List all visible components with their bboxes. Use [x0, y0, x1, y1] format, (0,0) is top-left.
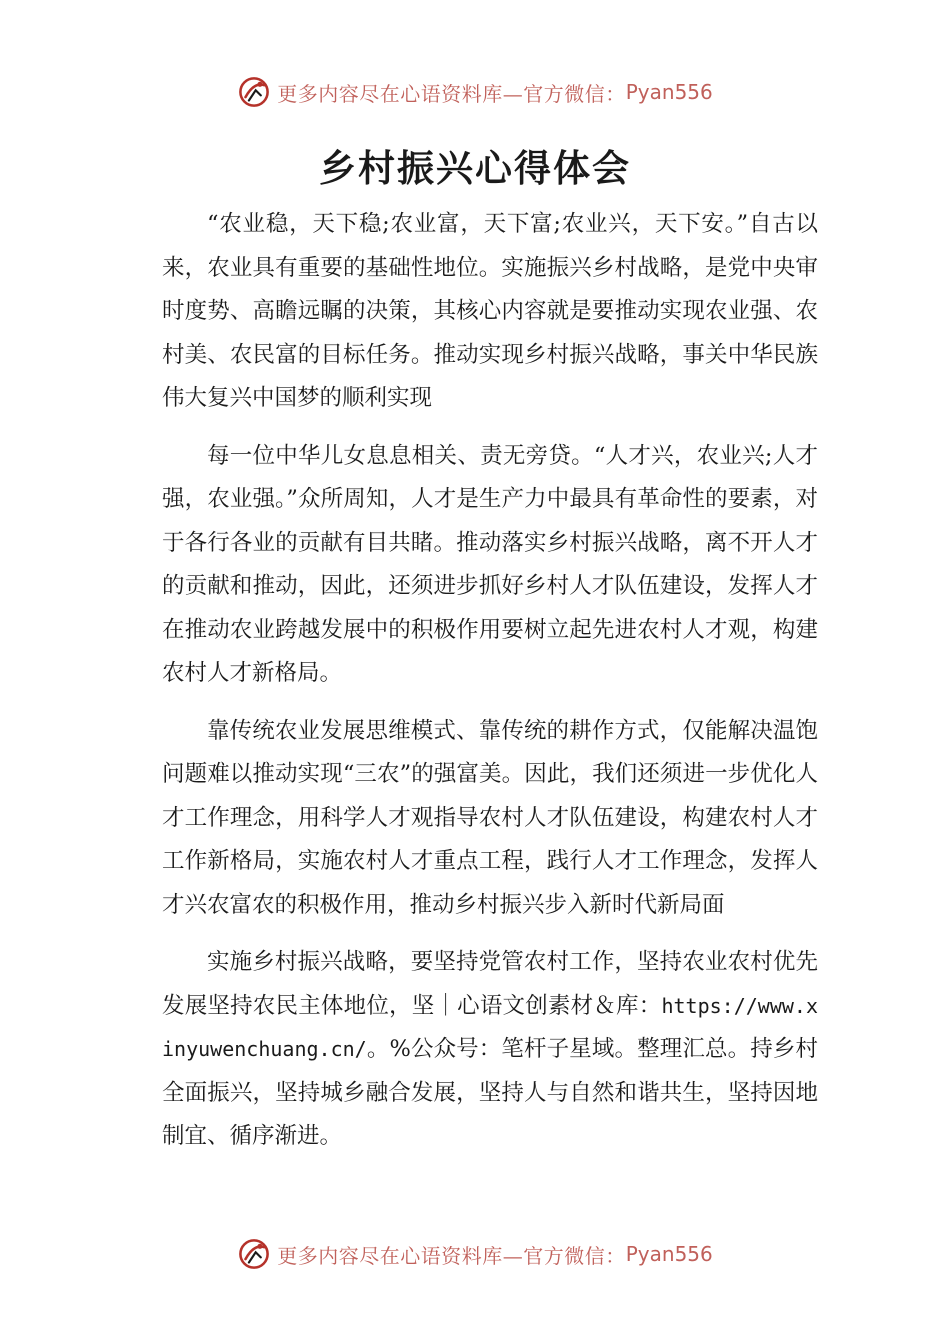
banner-text: 更多内容尽在心语资料库—官方微信：: [277, 81, 626, 106]
banner-text: 更多内容尽在心语资料库—官方微信：: [277, 1243, 626, 1268]
banner-wechat-id: Pyan556: [625, 1242, 713, 1266]
paragraph-1: “农业稳，天下稳;农业富，天下富;农业兴，天下安。”自古以来，农业具有重要的基础性地位。实施振兴乡村战略，是党中央审时度势、高瞻远瞩的决策，其核心内容就是要推动实现农业强、农村美、农民富的目标任务。推动实现乡村振兴战略，事关中华民族伟大复兴中国梦的顺利实现: [162, 211, 818, 411]
xinyu-logo-icon: [237, 75, 271, 109]
paragraph-4: [162, 941, 818, 1159]
paragraph-4-part2: 。%公众号：笔杆子星域。整理汇总。持乡村全面振兴，坚持城乡融合发展，坚持人与自然和谐共生，坚持因地制宜、循序渐进。: [162, 1036, 818, 1149]
paragraph-4-url: https://www.xinyuwenchuang.cn/: [162, 993, 818, 1061]
paragraph-3: 靠传统农业发展思维模式、靠传统的耕作方式，仅能解决温饱问题难以推动实现“三农”的强富美。因此，我们还须进一步优化人才工作理念，用科学人才观指导农村人才队伍建设，构建农村人才工作新格局，实施农村人才重点工程，践行人才工作理念，发挥人才兴农富农的积极作用，推动乡村振兴步入新时代新局面: [162, 717, 818, 918]
header-banner: [0, 70, 950, 114]
paragraph-4-part1: 实施乡村振兴战略，要坚持党管农村工作，坚持农业农村优先发展坚持农民主体地位，坚｜心语文创素材＆库：: [162, 949, 818, 1019]
paragraph-2: 每一位中华儿女息息相关、责无旁贷。“人才兴，农业兴;人才强，农业强。”众所周知，人才是生产力中最具有革命性的要素，对于各行各业的贡献有目共睹。推动落实乡村振兴战略，离不开人才的贡献和推动，因此，还须进步抓好乡村人才队伍建设，发挥人才在推动农业跨越发展中的积极作用要树立起先进农村人才观，构建农村人才新格局。: [162, 442, 818, 686]
document-body: [162, 203, 818, 1173]
page-title: 乡村振兴心得体会: [319, 146, 631, 190]
banner-wechat-id: Pyan556: [625, 80, 713, 104]
footer-banner: [0, 1232, 950, 1276]
xinyu-logo-icon: [237, 1237, 271, 1271]
